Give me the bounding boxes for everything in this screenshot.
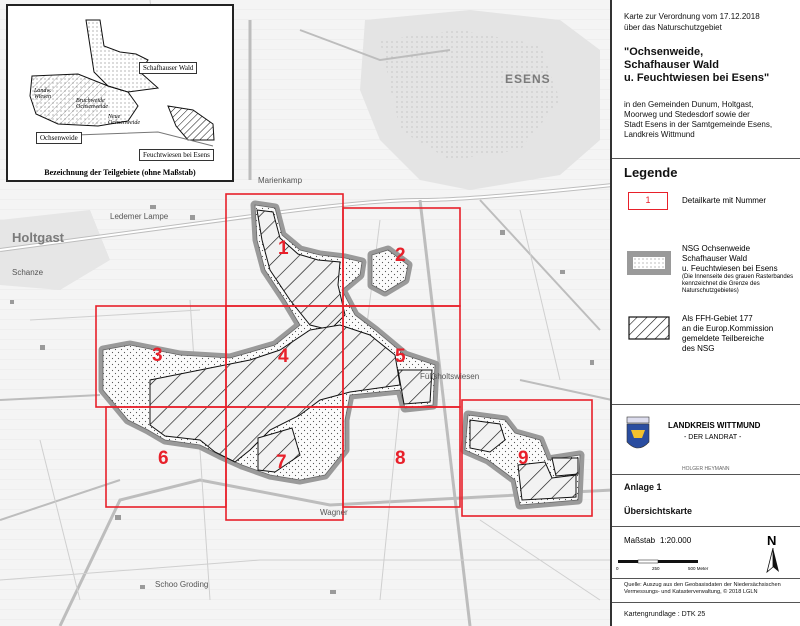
lgln-logo: LGLN xyxy=(742,589,758,595)
annex-title: Übersichtskarte xyxy=(624,506,693,516)
legend-symbol-detail-frame: 1 xyxy=(628,192,668,210)
legend-label-nsg xyxy=(682,244,796,295)
north-arrow-icon xyxy=(764,548,782,574)
divider xyxy=(612,158,800,159)
detail-number-5[interactable]: 5 xyxy=(395,346,406,367)
title-line: "Ochsenweide, xyxy=(624,46,704,58)
text-line: Schafhauser Wald xyxy=(682,254,748,263)
intro-line-1: Karte zur Verordnung vom 17.12.2018 xyxy=(624,12,760,21)
detail-number-8[interactable]: 8 xyxy=(395,448,406,469)
inset-label-feuchtwiesen: Feuchtwiesen bei Esens xyxy=(139,149,214,161)
town-label-holtgast: Holtgast xyxy=(12,230,64,245)
text-line: Quelle: Auszug aus den Geobasisdaten der Niedersächsischen xyxy=(624,582,781,588)
detail-number-9[interactable]: 9 xyxy=(518,448,529,469)
text-line: des NSG xyxy=(682,344,715,353)
coat-of-arms-icon xyxy=(626,416,650,456)
place-label: Wagner xyxy=(320,508,348,517)
legend-note: (Die Innenseite des grauen Rasterbandes kennzeichnet die Grenze des Naturschutzgebietes) xyxy=(682,274,794,294)
scale-label: Maßstab xyxy=(624,536,656,545)
detail-number-6[interactable]: 6 xyxy=(158,448,169,469)
north-letter: N xyxy=(767,533,777,548)
scale-value: 1:20.000 xyxy=(660,536,692,545)
text-line: gemeldete Teilbereiche xyxy=(682,334,765,343)
inset-caption: Bezeichnung der Teilgebiete (ohne Maßstab) xyxy=(44,168,196,177)
town-label-esens: ESENS xyxy=(505,72,551,86)
text-line: Moorweg und Stedesdorf sowie der xyxy=(624,110,750,119)
detail-number-2[interactable]: 2 xyxy=(395,245,406,266)
scale-tick-500: 500 Meter xyxy=(688,566,709,571)
inset-label-landw: Landw. Wiesen xyxy=(34,88,52,100)
place-label: Ledemer Lampe xyxy=(110,212,169,221)
place-label: Fültsholtswiesen xyxy=(420,372,480,381)
place-label: Marienkamp xyxy=(258,176,303,185)
divider xyxy=(612,474,800,475)
inset-label-schafhauser: Schafhauser Wald xyxy=(139,62,197,74)
detail-number-7[interactable]: 7 xyxy=(276,452,287,473)
subarea-inset xyxy=(6,4,234,182)
title-line: u. Feuchtwiesen bei Esens" xyxy=(624,72,770,84)
place-label: Schoo Groding xyxy=(155,580,209,589)
divider xyxy=(612,404,800,405)
text-line: Vermessungs- und Katasterverwaltung, © 2018 xyxy=(624,589,742,595)
text-line: NSG Ochsenweide xyxy=(682,244,751,253)
municipalities-text xyxy=(624,100,794,140)
text-line: an die Europ.Kommission xyxy=(682,324,774,333)
text-line: Als FFH-Gebiet 177 xyxy=(682,314,753,323)
authority-name: LANDKREIS WITTMUND xyxy=(668,421,761,430)
intro-line-2: über das Naturschutzgebiet xyxy=(624,23,722,32)
authority-sub: - DER LANDRAT - xyxy=(684,434,742,441)
place-label: Schanze xyxy=(12,268,44,277)
divider xyxy=(612,526,800,527)
title-line: Schafhauser Wald xyxy=(624,59,719,71)
inset-label-ochsenweide: Ochsenweide xyxy=(36,132,82,144)
legend-label-ffh xyxy=(682,314,796,354)
inset-label-neue: Neue Ochsenweide xyxy=(108,114,140,126)
detail-number-4[interactable]: 4 xyxy=(278,346,289,367)
annex-number: Anlage 1 xyxy=(624,482,662,492)
inset-label-bruchweide: Bruchweide Ochsenweide xyxy=(76,98,108,110)
text-line: Stadt Esens in der Samtgemeinde Esens, xyxy=(624,120,773,129)
legend-symbol-ffh xyxy=(628,316,670,340)
legend-panel xyxy=(612,0,800,626)
text-line: in den Gemeinden Dunum, Holtgast, xyxy=(624,100,754,109)
scale-tick-0: 0 xyxy=(616,566,619,571)
detail-number-1[interactable]: 1 xyxy=(278,238,289,259)
legend-symbol-nsg xyxy=(626,250,672,276)
reserve-title xyxy=(624,46,794,85)
legend-heading: Legende xyxy=(624,165,678,180)
source-text xyxy=(624,582,794,596)
detail-number-3[interactable]: 3 xyxy=(152,345,163,366)
scale-tick-250: 250 xyxy=(652,566,660,571)
text-line: u. Feuchtwiesen bei Esens xyxy=(682,264,778,273)
signature-name: HOLGER HEYMANN xyxy=(682,466,730,472)
text-line: Landkreis Wittmund xyxy=(624,130,695,139)
divider xyxy=(612,578,800,579)
legend-label-detail: Detailkarte mit Nummer xyxy=(682,196,767,205)
base-map-credit: Kartengrundlage : DTK 25 xyxy=(624,611,706,618)
divider xyxy=(612,602,800,603)
